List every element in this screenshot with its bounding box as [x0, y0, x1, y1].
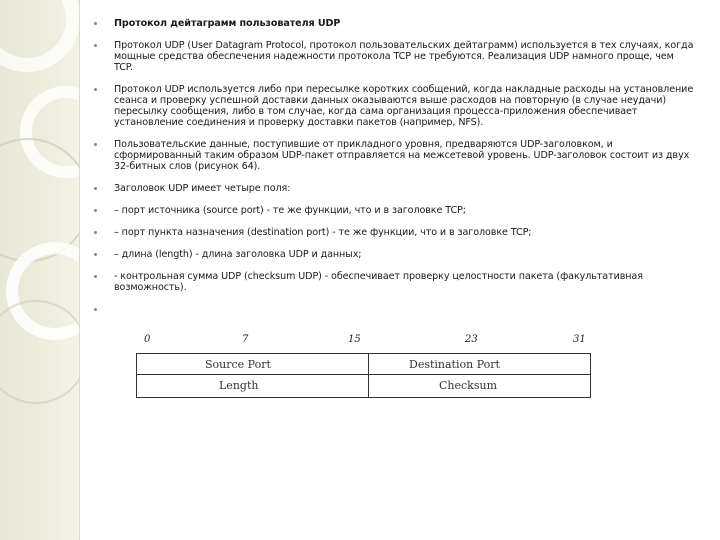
bullet-udp-header: Пользовательские данные, поступившие от прикладного уровня, предваряются UDP-заголовком, и сформированный таким образом UDP-пакет отправляется на межсетевой уровень. UDP-заголовок состоит из двух 32-битных слов (рисунок 64). — [94, 139, 694, 172]
source-port-field: Source Port — [205, 358, 271, 371]
column-divider — [368, 354, 369, 397]
decorative-ring — [0, 0, 80, 72]
bit-label-7: 7 — [242, 334, 249, 345]
udp-header-table — [136, 353, 591, 398]
bit-label-23: 23 — [465, 334, 478, 345]
bit-label-15: 15 — [348, 334, 361, 345]
decorative-ring — [0, 300, 80, 404]
slide-title: Протокол дейтаграмм пользователя UDP — [94, 18, 694, 29]
bullet-list — [94, 18, 694, 326]
length-field: Length — [219, 379, 259, 392]
bit-label-31: 31 — [573, 334, 586, 345]
bullet-checksum: - контрольная сумма UDP (checksum UDP) - обеспечивает проверку целостности пакета (факультативная возможность). — [94, 271, 694, 293]
bullet-header-fields-intro: Заголовок UDP имеет четыре поля: — [94, 183, 694, 194]
bullet-udp-usage: Протокол UDP используется либо при пересылке коротких сообщений, когда накладные расходы на установление сеанса и проверку успешной доставки данных оказываются выше расходов на повторную (в случае неудачи) пересылку сообщения, либо в том случае, когда сама организация процесса-приложения обеспечивает установление соединения и проверку доставки пакетов (например, NFS). — [94, 84, 694, 128]
udp-header-diagram — [136, 334, 591, 400]
bullet-empty — [94, 304, 694, 315]
checksum-field: Checksum — [439, 379, 497, 392]
bullet-destination-port: – порт пункта назначения (destination port) - те же функции, что и в заголовке TCP; — [94, 227, 694, 238]
row-divider — [137, 374, 590, 375]
destination-port-field: Destination Port — [409, 358, 500, 371]
bullet-source-port: – порт источника (source port) - те же функции, что и в заголовке TCP; — [94, 205, 694, 216]
bullet-length: – длина (length) - длина заголовка UDP и данных; — [94, 249, 694, 260]
bit-label-0: 0 — [144, 334, 151, 345]
decorative-side-band — [0, 0, 80, 540]
bullet-udp-definition: Протокол UDP (User Datagram Protocol, протокол пользовательских дейтаграмм) используется в тех случаях, когда мощные средства обеспечения надежности протокола TCP не требуются. Реализация UDP намного проще, чем TCP. — [94, 40, 694, 73]
